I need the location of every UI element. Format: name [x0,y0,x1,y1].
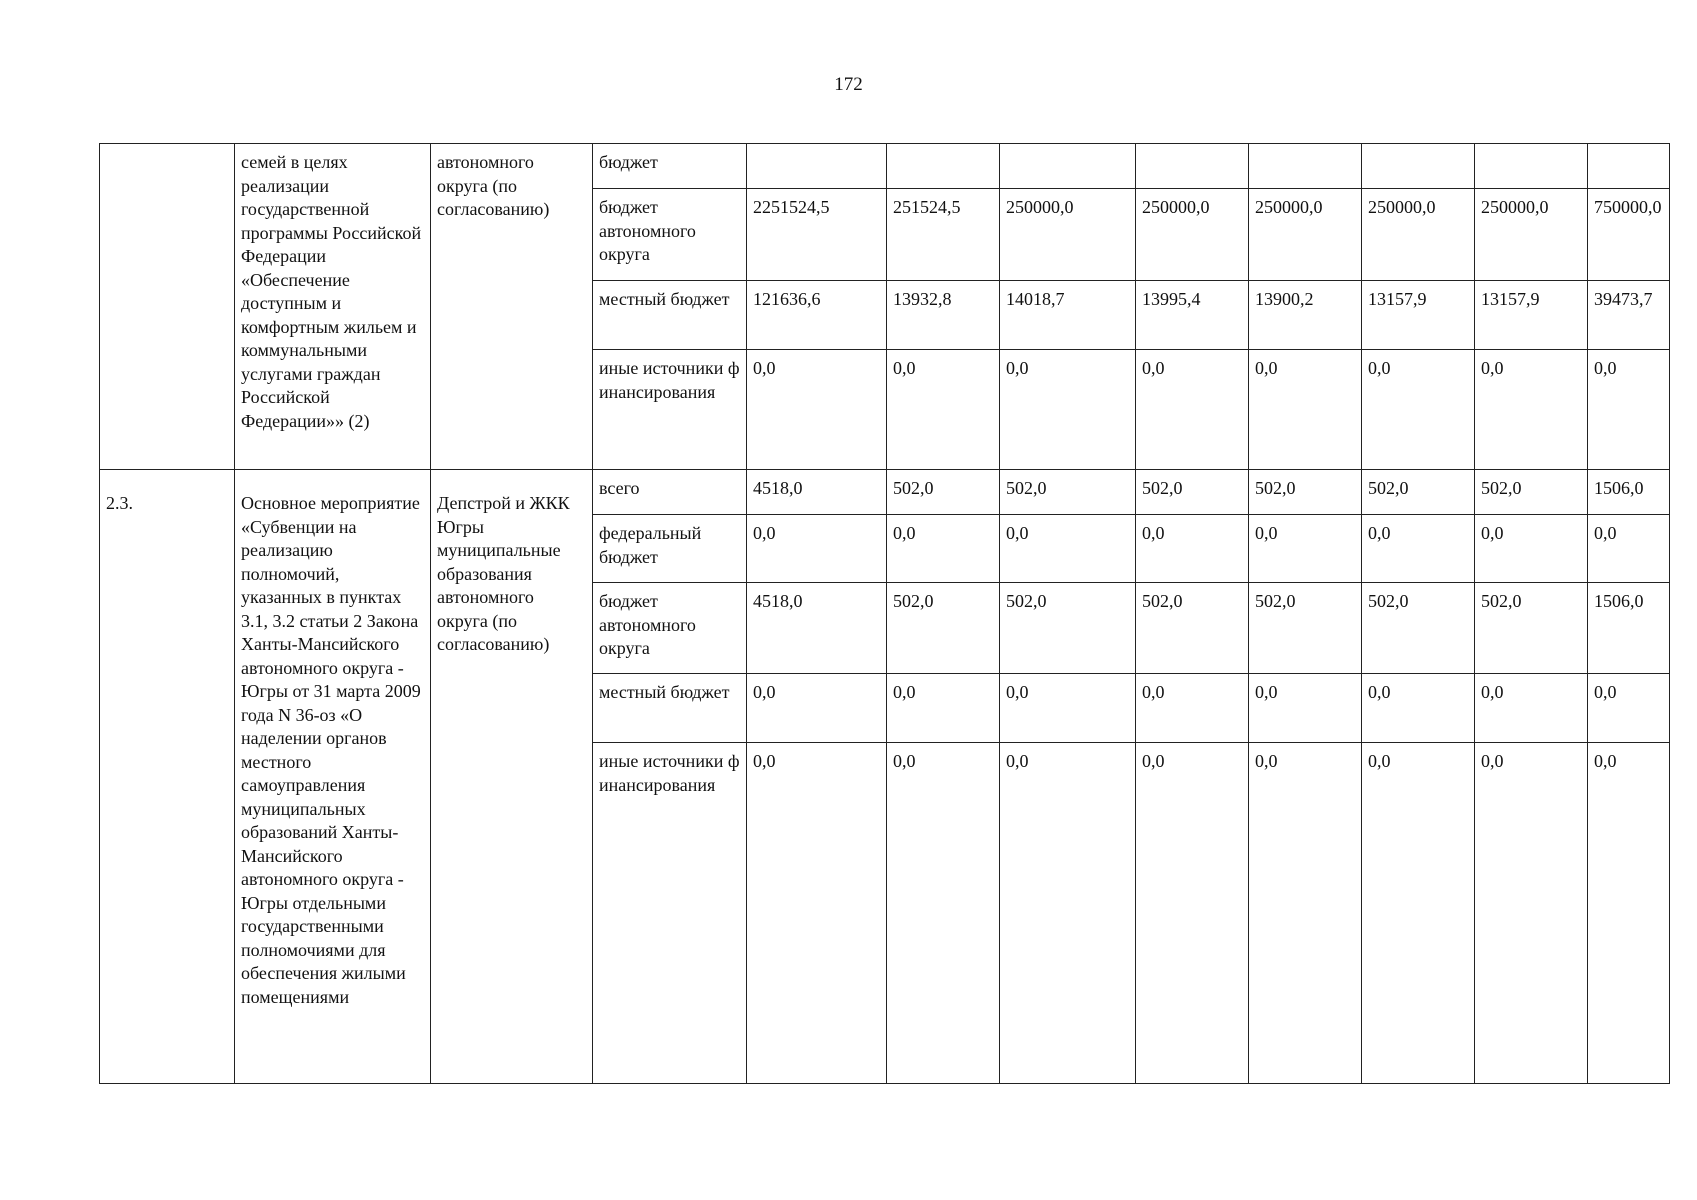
funding-table [99,143,1670,1084]
value-cell: 250000,0 [1475,189,1588,281]
value-cell: 0,0 [1000,743,1136,1084]
value-cell [1000,144,1136,189]
value-cell: 0,0 [1249,743,1362,1084]
funding-source: иные источники финансирования [593,743,747,1084]
value-cell: 750000,0 [1588,189,1670,281]
item-code: 2.3. [100,470,235,1084]
value-cell [887,144,1000,189]
value-cell: 0,0 [1136,515,1249,583]
value-cell: 0,0 [1475,515,1588,583]
value-cell [1588,144,1670,189]
value-cell: 0,0 [1136,743,1249,1084]
value-cell: 14018,7 [1000,281,1136,350]
value-cell: 0,0 [1362,515,1475,583]
value-cell: 13157,9 [1362,281,1475,350]
value-cell: 0,0 [1000,674,1136,743]
item-responsible: Депстрой и ЖКК Югры муниципальные образования автономного округа (по согласованию) [431,470,593,1084]
value-cell [1136,144,1249,189]
value-cell: 250000,0 [1362,189,1475,281]
value-cell: 2251524,5 [747,189,887,281]
value-cell: 250000,0 [1249,189,1362,281]
value-cell: 0,0 [1249,674,1362,743]
value-cell: 0,0 [747,350,887,470]
value-cell: 0,0 [1475,674,1588,743]
value-cell: 13932,8 [887,281,1000,350]
value-cell: 0,0 [1588,350,1670,470]
value-cell: 13900,2 [1249,281,1362,350]
value-cell: 0,0 [887,350,1000,470]
value-cell: 0,0 [1136,350,1249,470]
value-cell: 0,0 [887,515,1000,583]
funding-source: местный бюджет [593,674,747,743]
value-cell: 502,0 [1249,470,1362,515]
value-cell [1362,144,1475,189]
funding-source: местный бюджет [593,281,747,350]
value-cell: 0,0 [1475,743,1588,1084]
value-cell: 502,0 [1136,583,1249,674]
value-cell: 502,0 [1136,470,1249,515]
funding-source: федеральный бюджет [593,515,747,583]
table-row [100,144,1670,189]
value-cell: 4518,0 [747,583,887,674]
value-cell: 502,0 [1249,583,1362,674]
value-cell: 39473,7 [1588,281,1670,350]
value-cell: 13995,4 [1136,281,1249,350]
value-cell: 0,0 [1000,350,1136,470]
funding-source: бюджет автономного округа [593,189,747,281]
item-responsible: автономного округа (по согласованию) [431,144,593,470]
value-cell: 0,0 [1000,515,1136,583]
value-cell: 502,0 [1475,583,1588,674]
value-cell: 502,0 [1362,583,1475,674]
funding-source: бюджет [593,144,747,189]
value-cell: 0,0 [1475,350,1588,470]
value-cell: 0,0 [747,674,887,743]
value-cell: 0,0 [747,515,887,583]
value-cell: 250000,0 [1000,189,1136,281]
value-cell [1475,144,1588,189]
value-cell: 0,0 [1362,350,1475,470]
funding-source: бюджет автономного округа [593,583,747,674]
value-cell: 502,0 [1362,470,1475,515]
value-cell [747,144,887,189]
value-cell: 0,0 [1136,674,1249,743]
value-cell: 13157,9 [1475,281,1588,350]
value-cell: 502,0 [887,583,1000,674]
table-row [100,470,1670,515]
value-cell: 0,0 [1588,674,1670,743]
value-cell: 0,0 [1362,743,1475,1084]
value-cell: 4518,0 [747,470,887,515]
page-number: 172 [834,74,863,95]
value-cell: 121636,6 [747,281,887,350]
value-cell: 251524,5 [887,189,1000,281]
funding-source: иные источники финансирования [593,350,747,470]
value-cell: 0,0 [1249,515,1362,583]
value-cell: 502,0 [1000,583,1136,674]
value-cell: 502,0 [1000,470,1136,515]
value-cell: 0,0 [1362,674,1475,743]
value-cell: 0,0 [887,743,1000,1084]
funding-source: всего [593,470,747,515]
item-description: Основное мероприятие «Субвенции на реализацию полномочий, указанных в пунктах 3.1, 3.2 статьи 2 Закона Ханты-Мансийского автономного округа - Югры от 31 марта 2009 года N 36-оз «О наделении органов местного самоуправления муниципальных образований Ханты-Мансийского автономного округа - Югры отдельными государственными полномочиями для обеспечения жилыми помещениями [235,470,431,1084]
value-cell: 502,0 [887,470,1000,515]
value-cell: 0,0 [747,743,887,1084]
value-cell: 502,0 [1475,470,1588,515]
value-cell: 0,0 [1588,743,1670,1084]
value-cell [1249,144,1362,189]
value-cell: 1506,0 [1588,470,1670,515]
item-description: семей в целях реализации государственной программы Российской Федерации «Обеспечение доступным и комфортным жильем и коммунальными услугами граждан Российской Федерации»» (2) [235,144,431,470]
value-cell: 0,0 [1249,350,1362,470]
value-cell: 0,0 [887,674,1000,743]
value-cell: 1506,0 [1588,583,1670,674]
item-code [100,144,235,470]
value-cell: 250000,0 [1136,189,1249,281]
value-cell: 0,0 [1588,515,1670,583]
